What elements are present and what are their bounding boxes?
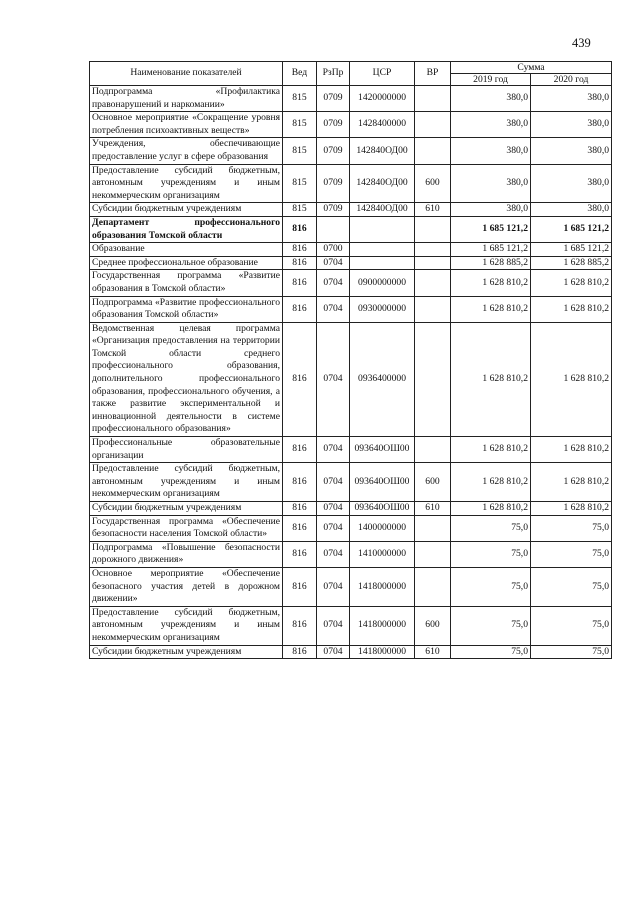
cell-csr: 142840ОД00 [350,138,415,164]
cell-ved: 816 [283,437,317,463]
cell-vr [415,86,451,112]
cell-csr: 0930000000 [350,296,415,322]
cell-amount-2020: 1 628 810,2 [531,270,612,296]
cell-amount-2019: 380,0 [451,203,531,217]
cell-vr [415,256,451,270]
cell-ved: 815 [283,164,317,203]
cell-rzpr: 0704 [317,463,350,502]
cell-csr: 1428400000 [350,112,415,138]
cell-ved: 816 [283,567,317,606]
cell-rzpr: 0700 [317,243,350,257]
cell-rzpr: 0709 [317,164,350,203]
cell-name: Подпрограмма «Повышение безопасности дорожного движения» [90,541,283,567]
cell-name: Субсидии бюджетным учреждениям [90,502,283,516]
cell-amount-2020: 75,0 [531,567,612,606]
cell-ved: 816 [283,322,317,436]
cell-vr [415,437,451,463]
cell-ved: 816 [283,515,317,541]
table-row [90,164,612,203]
cell-rzpr: 0704 [317,515,350,541]
cell-amount-2020: 1 628 810,2 [531,437,612,463]
cell-ved: 816 [283,270,317,296]
table-row [90,437,612,463]
table-row [90,296,612,322]
cell-amount-2019: 1 628 810,2 [451,463,531,502]
cell-name: Предоставление субсидий бюджетным, автономным учреждениям и иным некоммерческим организациям [90,606,283,645]
cell-vr [415,567,451,606]
cell-csr: 1418000000 [350,606,415,645]
cell-ved: 815 [283,112,317,138]
table-row [90,270,612,296]
cell-vr [415,515,451,541]
cell-csr: 1400000000 [350,515,415,541]
cell-csr [350,216,415,242]
cell-name: Государственная программа «Обеспечение безопасности населения Томской области» [90,515,283,541]
cell-vr: 610 [415,645,451,659]
table-row [90,216,612,242]
cell-csr [350,243,415,257]
cell-ved: 815 [283,86,317,112]
cell-amount-2020: 1 685 121,2 [531,243,612,257]
header-csr: ЦСР [350,62,415,86]
table-row [90,243,612,257]
cell-csr: 1418000000 [350,567,415,606]
table-header [90,62,612,86]
table-row [90,86,612,112]
cell-amount-2020: 75,0 [531,645,612,659]
cell-ved: 816 [283,296,317,322]
cell-rzpr: 0704 [317,296,350,322]
cell-amount-2020: 75,0 [531,541,612,567]
cell-ved: 815 [283,138,317,164]
cell-rzpr: 0704 [317,606,350,645]
cell-name: Образование [90,243,283,257]
cell-name: Предоставление субсидий бюджетным, автономным учреждениям и иным некоммерческим организациям [90,463,283,502]
cell-ved: 816 [283,645,317,659]
table-row [90,138,612,164]
cell-vr [415,296,451,322]
cell-vr [415,138,451,164]
cell-ved: 816 [283,606,317,645]
cell-amount-2020: 75,0 [531,606,612,645]
cell-ved: 815 [283,203,317,217]
cell-amount-2019: 1 685 121,2 [451,216,531,242]
cell-amount-2020: 380,0 [531,164,612,203]
cell-csr [350,256,415,270]
cell-name: Предоставление субсидий бюджетным, автономным учреждениям и иным некоммерческим организациям [90,164,283,203]
table-row [90,203,612,217]
cell-amount-2020: 1 628 810,2 [531,502,612,516]
cell-amount-2020: 380,0 [531,138,612,164]
cell-name: Государственная программа «Развитие образования в Томской области» [90,270,283,296]
cell-vr: 610 [415,502,451,516]
table-row [90,112,612,138]
cell-ved: 816 [283,256,317,270]
cell-rzpr: 0704 [317,541,350,567]
cell-amount-2019: 380,0 [451,164,531,203]
header-year-2020: 2020 год [531,74,612,86]
cell-amount-2019: 380,0 [451,86,531,112]
cell-amount-2019: 1 685 121,2 [451,243,531,257]
cell-vr: 600 [415,606,451,645]
table-row [90,541,612,567]
page-number: 439 [572,36,591,50]
table-row [90,515,612,541]
header-year-2019: 2019 год [451,74,531,86]
table-row [90,322,612,436]
cell-amount-2019: 75,0 [451,541,531,567]
header-rzpr: РзПр [317,62,350,86]
cell-amount-2020: 380,0 [531,112,612,138]
cell-amount-2020: 380,0 [531,86,612,112]
cell-amount-2019: 75,0 [451,645,531,659]
cell-name: Субсидии бюджетным учреждениям [90,203,283,217]
cell-rzpr: 0704 [317,270,350,296]
table-row [90,463,612,502]
table-row [90,502,612,516]
cell-rzpr: 0704 [317,567,350,606]
cell-vr: 610 [415,203,451,217]
cell-vr [415,243,451,257]
cell-amount-2019: 75,0 [451,515,531,541]
cell-amount-2019: 1 628 810,2 [451,502,531,516]
cell-rzpr: 0709 [317,138,350,164]
cell-name: Подпрограмма «Профилактика правонарушений и наркомании» [90,86,283,112]
cell-amount-2020: 380,0 [531,203,612,217]
header-sum: Сумма [451,62,612,74]
cell-csr: 093640ОШ00 [350,463,415,502]
cell-amount-2019: 1 628 810,2 [451,296,531,322]
cell-rzpr: 0704 [317,256,350,270]
cell-name: Ведомственная целевая программа «Организация предоставления на территории Томской области среднего профессионального образования, дополнительного профессионального образования, профессионального обучения, а также развитие экспериментальной и инновационной деятельности в системе профессионального образования» [90,322,283,436]
cell-ved: 816 [283,541,317,567]
cell-amount-2020: 1 628 810,2 [531,463,612,502]
budget-table [89,61,612,659]
cell-rzpr: 0704 [317,645,350,659]
cell-amount-2019: 75,0 [451,567,531,606]
cell-rzpr [317,216,350,242]
cell-rzpr: 0709 [317,112,350,138]
cell-csr: 142840ОД00 [350,164,415,203]
cell-ved: 816 [283,502,317,516]
table-row [90,256,612,270]
cell-vr [415,322,451,436]
cell-vr [415,270,451,296]
cell-amount-2020: 1 628 885,2 [531,256,612,270]
cell-name: Субсидии бюджетным учреждениям [90,645,283,659]
cell-rzpr: 0704 [317,502,350,516]
cell-amount-2019: 380,0 [451,112,531,138]
cell-csr: 0936400000 [350,322,415,436]
cell-ved: 816 [283,216,317,242]
cell-amount-2020: 75,0 [531,515,612,541]
header-vr: ВР [415,62,451,86]
table-row [90,567,612,606]
cell-rzpr: 0704 [317,322,350,436]
cell-amount-2019: 1 628 810,2 [451,437,531,463]
cell-name: Профессиональные образовательные организации [90,437,283,463]
cell-csr: 0900000000 [350,270,415,296]
cell-amount-2019: 1 628 885,2 [451,256,531,270]
cell-rzpr: 0709 [317,86,350,112]
cell-rzpr: 0704 [317,437,350,463]
cell-name: Учреждения, обеспечивающие предоставление услуг в сфере образования [90,138,283,164]
header-ved: Вед [283,62,317,86]
cell-amount-2020: 1 685 121,2 [531,216,612,242]
table-row [90,645,612,659]
cell-name: Департамент профессионального образования Томской области [90,216,283,242]
cell-csr: 093640ОШ00 [350,437,415,463]
cell-name: Основное мероприятие «Сокращение уровня потребления психоактивных веществ» [90,112,283,138]
cell-amount-2019: 75,0 [451,606,531,645]
table-row [90,606,612,645]
cell-csr: 093640ОШ00 [350,502,415,516]
header-name: Наименование показателей [90,62,283,86]
cell-amount-2019: 380,0 [451,138,531,164]
cell-csr: 1420000000 [350,86,415,112]
cell-name: Подпрограмма «Развитие профессионального образования Томской области» [90,296,283,322]
cell-amount-2019: 1 628 810,2 [451,270,531,296]
cell-csr: 142840ОД00 [350,203,415,217]
cell-name: Основное мероприятие «Обеспечение безопасного участия детей в дорожном движении» [90,567,283,606]
cell-vr [415,541,451,567]
cell-vr: 600 [415,164,451,203]
cell-vr [415,216,451,242]
cell-rzpr: 0709 [317,203,350,217]
cell-vr: 600 [415,463,451,502]
cell-csr: 1410000000 [350,541,415,567]
cell-amount-2020: 1 628 810,2 [531,296,612,322]
cell-ved: 816 [283,243,317,257]
cell-vr [415,112,451,138]
cell-amount-2020: 1 628 810,2 [531,322,612,436]
table-body [90,86,612,659]
cell-csr: 1418000000 [350,645,415,659]
cell-name: Среднее профессиональное образование [90,256,283,270]
cell-amount-2019: 1 628 810,2 [451,322,531,436]
cell-ved: 816 [283,463,317,502]
